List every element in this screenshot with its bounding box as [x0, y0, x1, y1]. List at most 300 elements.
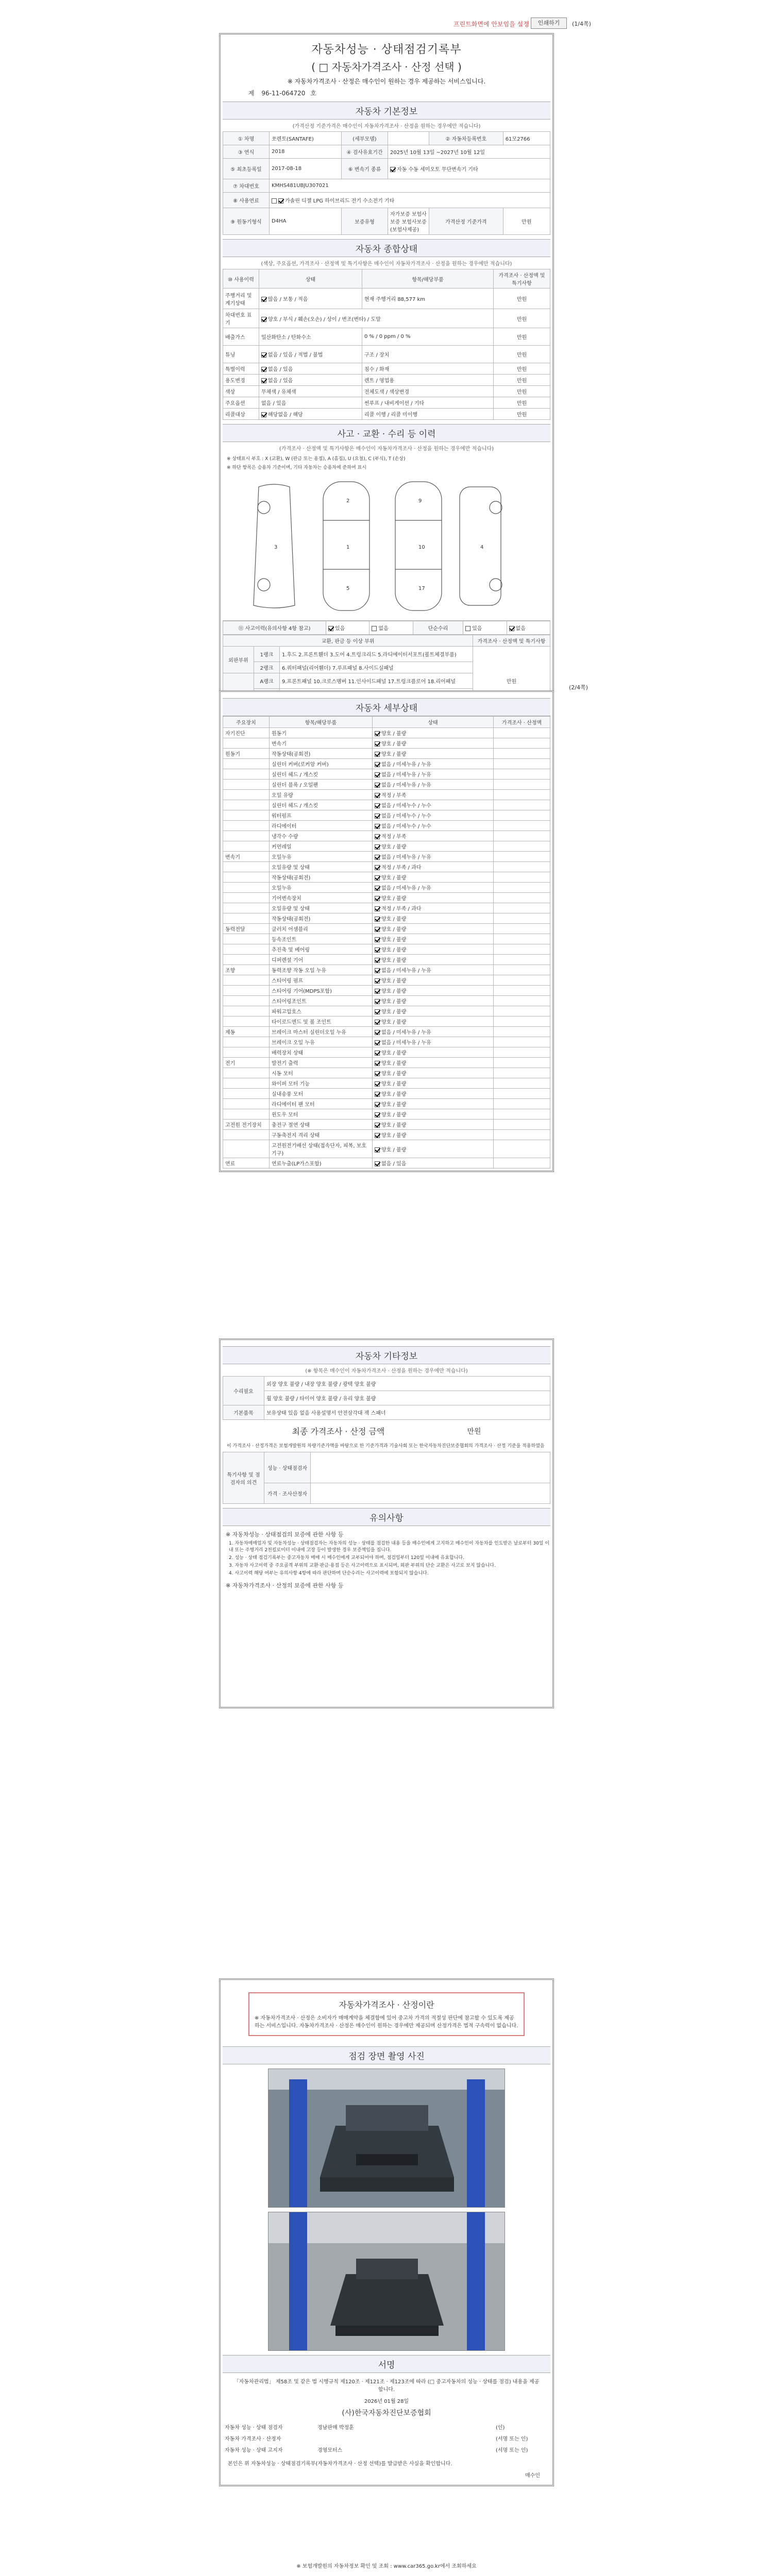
- checkbox-checked[interactable]: [328, 626, 333, 631]
- engine-type-label: ⑨ 원동기형식: [223, 208, 270, 235]
- car-name-value: 쏘렌토(SANTAFE): [270, 132, 342, 145]
- detail-item: 기어변속장치: [270, 893, 373, 903]
- detail-group: [223, 1078, 270, 1089]
- detail-state-text: 양호 / 불량: [381, 947, 407, 953]
- opinion-label: 특기사항 및 점검자의 의견: [223, 1452, 264, 1504]
- checkbox-checked[interactable]: [375, 1040, 380, 1045]
- accident-no-text: 없음: [378, 626, 389, 632]
- detail-item: 충전구 절연 상태: [270, 1120, 373, 1130]
- checkbox-checked[interactable]: [375, 1050, 380, 1056]
- sign-receipt: 본인은 위 자동차성능 · 상태점검기록부(자동차가격조사 · 산정 선택)를 발급받은 사실을 확인합니다.: [228, 2461, 452, 2467]
- detail-price: [494, 965, 550, 975]
- detail-price: [494, 1027, 550, 1037]
- detail-state: [373, 1109, 494, 1120]
- checkbox-checked[interactable]: [375, 1061, 380, 1066]
- detail-item: 오일유량 및 상태: [270, 862, 373, 872]
- detail-group: 자기진단: [223, 728, 270, 738]
- table-row: [223, 800, 550, 810]
- detail-price: [494, 1109, 550, 1120]
- checkbox-checked[interactable]: [375, 855, 380, 860]
- checkbox-checked[interactable]: [375, 886, 380, 891]
- detail-item: 실내송풍 모터: [270, 1089, 373, 1099]
- table-row: [223, 397, 550, 409]
- detail-group: [223, 1016, 270, 1027]
- detail-state-text: 양호 / 불량: [381, 1009, 407, 1015]
- detail-state: [373, 1047, 494, 1058]
- rank2-label: 2랭크: [254, 662, 280, 673]
- base-price-value: 만원: [503, 208, 550, 235]
- final-price-note: 이 가격조사 · 산정가격은 보험개발원의 차량기준가액을 바탕으로 한 기준가격과 기술사회 또는 한국자동차진단보증협회의 가격조사 · 산정 기준을 적용하였음: [227, 1444, 545, 1449]
- detail-state: [373, 1140, 494, 1158]
- table-row: [223, 831, 550, 841]
- table-row: [223, 409, 550, 420]
- basic-info-table: [223, 131, 550, 235]
- table-row: [223, 1027, 550, 1037]
- detail-state: [373, 975, 494, 986]
- detail-item: 작동상태(공회전): [270, 749, 373, 759]
- status-name: 주행거리 및 계기상태: [223, 289, 259, 309]
- detail-price: [494, 810, 550, 821]
- detail-state: [373, 965, 494, 975]
- detail-state-text: 적정 / 부족 / 과다: [381, 906, 422, 912]
- detail-col-state: 상태: [373, 717, 494, 728]
- table-row: [223, 883, 550, 893]
- status-detail: 리콜 이행 / 리콜 미이행: [362, 409, 494, 420]
- status-state-text: 해당없음 / 해당: [268, 412, 303, 418]
- detail-price: [494, 728, 550, 738]
- detail-state-text: 없음 / 미세누유 / 누유: [381, 886, 431, 891]
- detail-state-text: 없음 / 미세누유 / 누유: [381, 1040, 431, 1046]
- detail-group: 고전원 전기장치: [223, 1120, 270, 1130]
- page-1-frame: [219, 33, 554, 719]
- status-state-text: 없음 / 있음 / 적법 / 불법: [268, 352, 323, 358]
- transmission-options: 자동 수동 세미오토 무단변속기 기타: [397, 167, 478, 173]
- detail-state-text: 없음 / 미세누유 / 누유: [381, 783, 431, 788]
- inspection-photo-rear: [268, 2212, 505, 2351]
- detail-item: 발전기 출력: [270, 1058, 373, 1068]
- detail-price: [494, 738, 550, 749]
- table-row: [223, 913, 550, 924]
- detail-group: 연료: [223, 1158, 270, 1168]
- status-col-price: 가격조사 · 산정액 및 특기사항: [494, 269, 550, 289]
- checkbox-checked[interactable]: [390, 167, 395, 172]
- checkbox-checked[interactable]: [375, 978, 380, 984]
- checkbox-checked[interactable]: [375, 1161, 380, 1166]
- detail-state-text: 양호 / 불량: [381, 752, 407, 757]
- detail-state: [373, 852, 494, 862]
- final-price-unit: 만원: [467, 1427, 481, 1436]
- sign-name: 경영모터스: [317, 2447, 343, 2453]
- detail-state: [373, 872, 494, 883]
- year-value: 2018: [270, 145, 342, 159]
- table-row: [223, 728, 550, 738]
- status-name: 용도변경: [223, 375, 259, 386]
- detail-price: [494, 1158, 550, 1168]
- checkbox-checked[interactable]: [375, 968, 380, 973]
- table-row: [223, 1037, 550, 1047]
- detail-item: 클러치 어셈블리: [270, 924, 373, 934]
- detail-item: 커먼레일: [270, 841, 373, 852]
- status-name: 튜닝: [223, 346, 259, 363]
- table-row: [223, 986, 550, 996]
- detail-item: 실린더 커버(로커암 커버): [270, 759, 373, 769]
- checkbox-checked[interactable]: [375, 917, 380, 922]
- status-price: 만원: [494, 386, 550, 397]
- vin-value: KMHS481UBJU307021: [270, 179, 550, 193]
- detail-item: 작동상태(공회전): [270, 913, 373, 924]
- checkbox-checked[interactable]: [375, 947, 380, 953]
- print-button[interactable]: 인쇄하기: [531, 18, 567, 29]
- checkbox-checked[interactable]: [375, 803, 380, 808]
- detail-state: [373, 1068, 494, 1078]
- sign-title: 서명: [223, 2355, 550, 2373]
- detail-group: 조향: [223, 965, 270, 975]
- caution-line: 2. 성능 · 상태 점검기록부는 중고자동차 매매 시 매수인에게 교부되어야 하며, 점검일부터 120일 이내에 유효합니다.: [229, 1555, 464, 1561]
- table-row: [223, 738, 550, 749]
- detail-price: [494, 779, 550, 790]
- detail-group: [223, 1068, 270, 1078]
- toolbar: [0, 16, 773, 31]
- checkbox-checked[interactable]: [375, 1092, 380, 1097]
- checkbox-checked[interactable]: [509, 626, 514, 631]
- checkbox-checked[interactable]: [261, 367, 266, 372]
- status-price: 만원: [494, 409, 550, 420]
- detail-state-text: 적정 / 부족: [381, 834, 407, 840]
- receiver-label: 매수인: [525, 2473, 540, 2479]
- svg-text:5: 5: [346, 586, 350, 591]
- first-reg-label: ⑤ 최초등록일: [223, 159, 270, 179]
- svg-text:4: 4: [480, 545, 484, 550]
- price-info-text: ※ 자동차가격조사 · 산정은 소비자가 매매계약을 체결함에 있어 중고차 가격의 적절성 판단에 참고할 수 있도록 제공하는 서비스입니다. 자동차가격조사 · 산정은 매수인이 원하는 경우에만 제공되며 산정가격은 법적 구속력이 없습니다.: [255, 2015, 518, 2029]
- caution-detail-space: [223, 1591, 550, 1705]
- detail-state-text: 없음 / 미세누수 / 누수: [381, 824, 431, 829]
- checkbox-checked[interactable]: [375, 844, 380, 850]
- detail-group: [223, 893, 270, 903]
- document-subtitle: ( □ 자동차가격조사 · 산정 선택 ): [311, 61, 462, 73]
- detail-item: 실린더 블록 / 오일팬: [270, 779, 373, 790]
- rank1-items: 1.후드 2.프론트휀더 3.도어 4.트렁크리드 5.라디에이터서포트(볼트체결부품): [280, 647, 473, 662]
- checkbox-checked[interactable]: [375, 1133, 380, 1138]
- detail-state: [373, 1027, 494, 1037]
- checkbox-checked[interactable]: [261, 378, 266, 383]
- table-row: [223, 821, 550, 831]
- detail-group: [223, 831, 270, 841]
- detail-price: [494, 883, 550, 893]
- status-name: 특별이력: [223, 363, 259, 375]
- sign-role: 자동차 성능 · 상태 점검자: [225, 2425, 283, 2431]
- detail-state: [373, 810, 494, 821]
- accident-note: (가격조사 · 산정액 및 특기사항은 매수인이 자동차가격조사 · 산정을 원하는 경우에만 적습니다): [279, 446, 494, 452]
- detail-item: 시동 모터: [270, 1068, 373, 1078]
- fuel-value: [270, 193, 550, 208]
- detail-col-main: 주요장치: [223, 717, 270, 728]
- detail-item: 배력장치 상태: [270, 1047, 373, 1058]
- status-detail: 구조 / 장치: [362, 346, 494, 363]
- detail-state: [373, 841, 494, 852]
- detail-group: [223, 944, 270, 955]
- detail-state-text: 적정 / 부족 / 과다: [381, 865, 422, 871]
- checkbox-checked[interactable]: [375, 834, 380, 839]
- checkbox-checked[interactable]: [261, 352, 266, 358]
- table-row: [223, 289, 550, 309]
- detail-item: 실린더 헤드 / 개스킷: [270, 769, 373, 779]
- transmission-value: [388, 159, 550, 179]
- checkbox-checked[interactable]: [375, 1081, 380, 1087]
- detail-state: [373, 924, 494, 934]
- caution-head-1: ※ 자동차성능 · 상태점검의 보증에 관한 사항 등: [226, 1531, 344, 1538]
- outer-label: 외판부위: [223, 647, 254, 673]
- detail-table: [223, 716, 550, 1168]
- detail-group: 동력전달: [223, 924, 270, 934]
- checkbox-checked[interactable]: [375, 814, 380, 819]
- detail-state: [373, 996, 494, 1006]
- checkbox-checked[interactable]: [375, 741, 380, 747]
- checkbox-checked[interactable]: [375, 865, 380, 870]
- detail-state-text: 양호 / 불량: [381, 1061, 407, 1066]
- table-row: [223, 862, 550, 872]
- detail-group: [223, 1047, 270, 1058]
- detail-group: [223, 738, 270, 749]
- status-price: 만원: [494, 309, 550, 328]
- status-note: (색상, 주요옵션, 가격조사 · 산정액 및 특기사항은 매수인이 자동차가격조사 · 산정을 원하는 경우에만 적습니다): [261, 261, 512, 267]
- detail-state: [373, 955, 494, 965]
- detail-state-text: 양호 / 불량: [381, 999, 407, 1005]
- table-row: [223, 965, 550, 975]
- status-price: 만원: [494, 397, 550, 409]
- checkbox-checked[interactable]: [278, 198, 283, 204]
- checkbox-checked[interactable]: [375, 1112, 380, 1117]
- year-label: ③ 연식: [223, 145, 270, 159]
- detail-group: [223, 996, 270, 1006]
- fuel-label: ⑧ 사용연료: [223, 193, 270, 208]
- status-name: 리콜대상: [223, 409, 259, 420]
- detail-state: [373, 1099, 494, 1109]
- caution-line: 3. 자동차 사고이력 중 주요골격 부위의 교환·판금·용접 등은 사고이력으로 표시되며, 외판 부위의 단순 교환은 사고로 보지 않습니다.: [229, 1563, 496, 1568]
- detail-state-text: 양호 / 불량: [381, 927, 407, 933]
- sign-name: [315, 2432, 494, 2444]
- detail-item: 변속기: [270, 738, 373, 749]
- status-detail: 0 % / 0 ppm / 0 %: [362, 328, 494, 346]
- detail-price: [494, 975, 550, 986]
- warranty-label: 보증유형: [342, 208, 388, 235]
- status-title: 자동차 종합상태: [223, 239, 550, 257]
- checkbox-checked[interactable]: [375, 906, 380, 911]
- table-row: [223, 375, 550, 386]
- checkbox-checked[interactable]: [261, 297, 266, 302]
- checkbox-checked[interactable]: [375, 824, 380, 829]
- detail-item: 스티어링 기어(MDPS포함): [270, 986, 373, 996]
- rank1-label: 1랭크: [254, 647, 280, 662]
- detail-group: [223, 872, 270, 883]
- checkbox-checked[interactable]: [375, 772, 380, 777]
- svg-text:3: 3: [274, 545, 278, 550]
- detail-group: [223, 790, 270, 800]
- inspection-valid-value: 2025년 10월 13일 ~2027년 10월 12일: [388, 145, 550, 159]
- detail-item: 디퍼렌셜 기어: [270, 955, 373, 965]
- checkbox-checked[interactable]: [375, 1123, 380, 1128]
- first-reg-value: 2017-08-18: [270, 159, 342, 179]
- detail-price: [494, 934, 550, 944]
- checkbox-checked[interactable]: [261, 317, 266, 322]
- detail-price: [494, 862, 550, 872]
- status-table: [223, 269, 550, 420]
- detail-price: [494, 1058, 550, 1068]
- table-row: [223, 1109, 550, 1120]
- checkbox-checked[interactable]: [375, 1030, 380, 1035]
- detail-price: [494, 1016, 550, 1027]
- checkbox-checked[interactable]: [375, 875, 380, 880]
- detail-state-text: 없음 / 미세누유 / 누유: [381, 968, 431, 974]
- status-name: 색상: [223, 386, 259, 397]
- photo-front-svg: [268, 2069, 505, 2208]
- detail-state: [373, 1037, 494, 1047]
- inspection-valid-label: ④ 검사유효기간: [342, 145, 388, 159]
- status-name: 주요옵션: [223, 397, 259, 409]
- parts-price-header: 가격조사 · 산정액 및 특기사항: [473, 635, 550, 647]
- table-row: [223, 346, 550, 363]
- detail-state: [373, 1006, 494, 1016]
- table-row: [223, 1158, 550, 1168]
- svg-text:10: 10: [418, 545, 425, 550]
- detail-group: [223, 1109, 270, 1120]
- checkbox-checked[interactable]: [261, 412, 266, 417]
- checkbox-checked[interactable]: [375, 752, 380, 757]
- status-state: [259, 309, 494, 328]
- table-row: [223, 1078, 550, 1089]
- status-detail: 썬루프 / 내비게이션 / 기타: [362, 397, 494, 409]
- checkbox-checked[interactable]: [375, 783, 380, 788]
- status-price: 만원: [494, 328, 550, 346]
- checkbox-checked[interactable]: [375, 937, 380, 942]
- detail-state: [373, 883, 494, 893]
- detail-state-text: 양호 / 불량: [381, 1020, 407, 1025]
- checkbox-checked[interactable]: [375, 1009, 380, 1014]
- checkbox-checked[interactable]: [375, 1071, 380, 1076]
- detail-item: 스티어링조인트: [270, 996, 373, 1006]
- detail-state: [373, 1058, 494, 1068]
- detail-group: [223, 1089, 270, 1099]
- detail-price: [494, 955, 550, 965]
- repair-row-2: 휠 양호 불량 / 타이어 양호 불량 / 유리 양호 불량: [264, 1391, 550, 1405]
- detail-state: [373, 728, 494, 738]
- checkbox-checked[interactable]: [375, 989, 380, 994]
- detail-state-text: 없음 / 미세누수 / 누수: [381, 803, 431, 809]
- detail-price: [494, 913, 550, 924]
- status-price: 만원: [494, 346, 550, 363]
- detail-price: [494, 1047, 550, 1058]
- table-row: [223, 1130, 550, 1140]
- detail-group: [223, 862, 270, 872]
- inspection-photo-front: [268, 2069, 505, 2208]
- detail-state: [373, 800, 494, 810]
- detail-item: 작동상태(공회전): [270, 872, 373, 883]
- table-row: [223, 1006, 550, 1016]
- detail-state: [373, 986, 494, 996]
- checkbox-checked[interactable]: [375, 1147, 380, 1153]
- detail-state-text: 양호 / 불량: [381, 896, 407, 902]
- checkbox-checked[interactable]: [375, 1020, 380, 1025]
- sign-stamp: (서명 또는 인): [496, 2436, 528, 2442]
- detail-group: [223, 1140, 270, 1158]
- detail-state-text: 양호 / 불량: [381, 958, 407, 963]
- checkbox-checked[interactable]: [375, 958, 380, 963]
- table-row: [223, 1099, 550, 1109]
- detail-state-text: 양호 / 불량: [381, 978, 407, 984]
- status-col-state: 상태: [259, 269, 362, 289]
- checkbox-checked[interactable]: [375, 762, 380, 767]
- detail-price: [494, 1089, 550, 1099]
- price-info-title: 자동차가격조사 · 산정이란: [339, 2000, 434, 2010]
- detail-item: 연료누출(LP가스포함): [270, 1158, 373, 1168]
- checkbox[interactable]: [372, 626, 377, 631]
- detail-group: 전기: [223, 1058, 270, 1068]
- detail-state: [373, 779, 494, 790]
- document-number: [248, 89, 550, 97]
- model-label: (세부모델): [342, 132, 388, 145]
- detail-group: [223, 1130, 270, 1140]
- checkbox-checked[interactable]: [375, 896, 380, 901]
- other-info-table: [223, 1376, 550, 1420]
- opinion-inspector-label: 성능 · 상태점검자: [264, 1452, 311, 1483]
- parts-header: 교환, 판금 등 이상 부위: [223, 635, 473, 647]
- status-col-detail: 항목/해당부품: [362, 269, 494, 289]
- table-row: [223, 841, 550, 852]
- detail-state: [373, 903, 494, 913]
- footer-link[interactable]: ※ 보험개발원의 자동차정보 확인 및 조회 : www.car365.go.kr에서 조회하세요: [296, 2564, 477, 2569]
- rank2-items: 6.쿼터패널(리어휀더) 7.루프패널 8.사이드실패널: [280, 662, 473, 673]
- status-state: [259, 409, 362, 420]
- detail-item: 추진축 및 베어링: [270, 944, 373, 955]
- car-name-label: ① 차명: [223, 132, 270, 145]
- sign-text: 「자동차관리법」 제58조 및 같은 법 시행규칙 제120조 · 제121조 · 제123조에 따라 (□ 중고자동차의 성능 · 상태를 점검) 내용을 제공합니다.: [233, 2379, 540, 2393]
- detail-state: [373, 1078, 494, 1089]
- checkbox-checked[interactable]: [375, 1102, 380, 1107]
- checkbox[interactable]: [272, 198, 277, 204]
- detail-state-text: 양호 / 불량: [381, 1147, 407, 1153]
- accident-legend-a: ※ 상태표시 부호 : X (교환), W (판금 또는 용접), A (흠집), U (요철), C (부식), T (손상): [227, 456, 406, 462]
- checkbox-checked[interactable]: [375, 927, 380, 932]
- table-row: [223, 1140, 550, 1158]
- checkbox-checked[interactable]: [375, 731, 380, 736]
- status-name: 차대번호 표기: [223, 309, 259, 328]
- status-state: [259, 363, 362, 375]
- rankA-label: A랭크: [254, 673, 280, 689]
- table-row: [223, 903, 550, 913]
- doc-no-value: 96-11-064720: [261, 90, 306, 97]
- detail-state: [373, 893, 494, 903]
- doc-no-suffix: 호: [310, 90, 316, 97]
- checkbox[interactable]: [465, 626, 470, 631]
- detail-state: [373, 934, 494, 944]
- detail-group: 제동: [223, 1027, 270, 1037]
- detail-state: [373, 769, 494, 779]
- checkbox-checked[interactable]: [375, 999, 380, 1004]
- document-title: 자동차성능 · 상태점검기록부: [311, 43, 462, 56]
- detail-item: 워터펌프: [270, 810, 373, 821]
- print-hide-notice[interactable]: 프린트화면에 안보임을 설정: [453, 21, 529, 28]
- detail-state-text: 양호 / 불량: [381, 1071, 407, 1077]
- detail-state: [373, 913, 494, 924]
- checkbox-checked[interactable]: [375, 793, 380, 798]
- detail-item: 라디에이터 팬 모터: [270, 1099, 373, 1109]
- photo-rear-svg: [268, 2212, 505, 2351]
- warranty-value: 자가보증 보험사보증 보험사보증 (보험사제공): [388, 208, 429, 235]
- detail-item: 라디에이터: [270, 821, 373, 831]
- detail-price: [494, 1006, 550, 1016]
- status-state-text: 없음 / 있음: [268, 378, 293, 384]
- detail-group: [223, 934, 270, 944]
- status-price: 만원: [494, 375, 550, 386]
